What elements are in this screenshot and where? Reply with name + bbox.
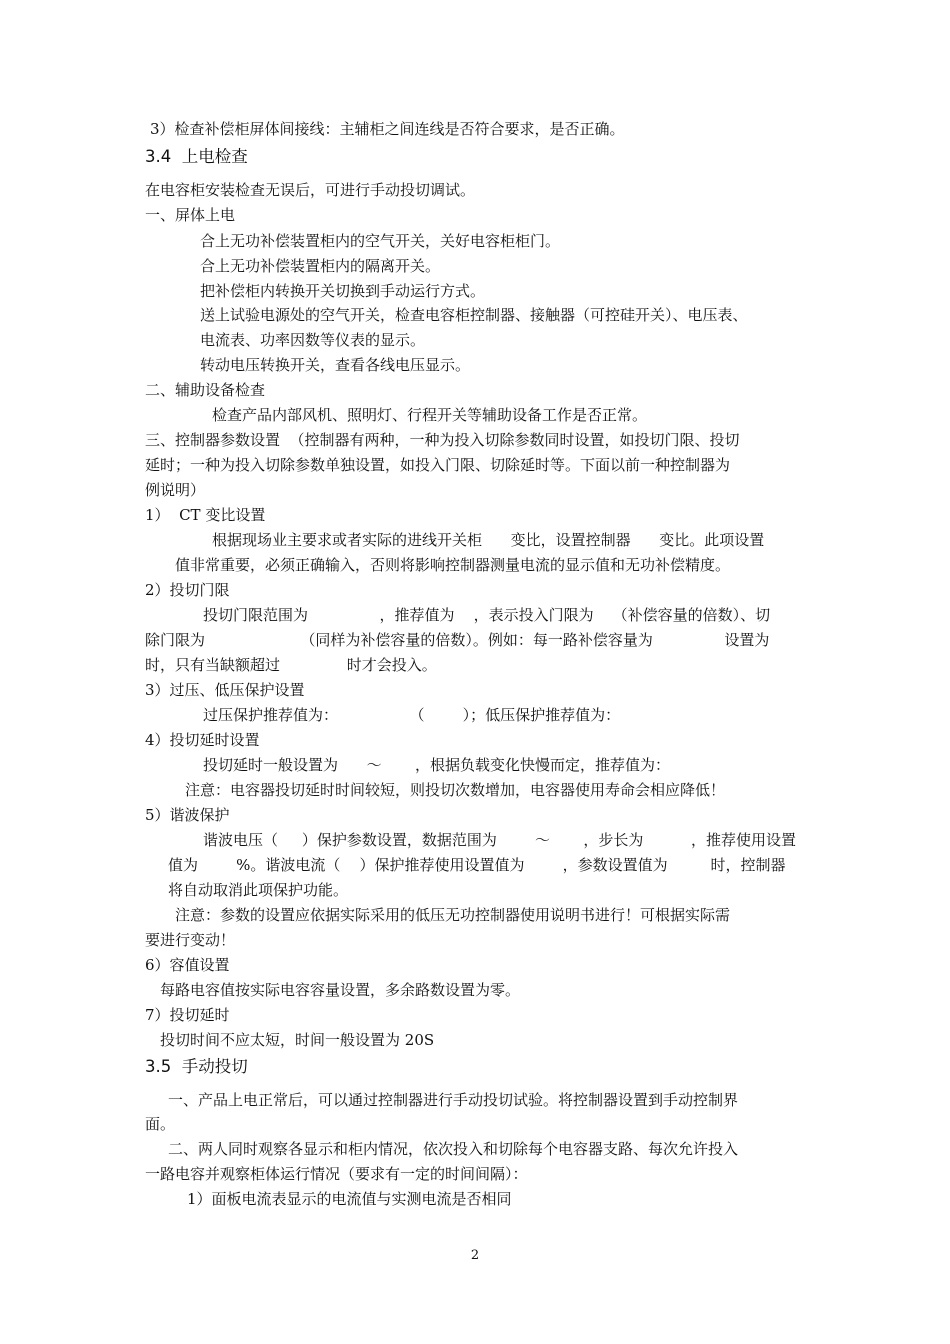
- item4-note: 注意：电容器投切延时时间较短，则投切次数增加，电容器使用寿命会相应降低！: [185, 781, 726, 799]
- item3-title: 3）过压、低压保护设置: [145, 681, 305, 699]
- item5-line: 值为 %。谐波电流（ ）保护推荐使用设置值为 ，参数设置值为 时，控制器: [168, 856, 786, 874]
- item1-title: 1） CT 变比设置: [145, 506, 266, 524]
- part1-line: 转动电压转换开关，查看各线电压显示。: [200, 356, 471, 374]
- section-3-4-lead: 在电容柜安装检查无误后，可进行手动投切调试。: [145, 181, 476, 199]
- item6-line: 每路电容值按实际电容容量设置，多余路数设置为零。: [160, 981, 521, 999]
- part3-line: 例说明）: [145, 481, 206, 499]
- item1-line: 根据现场业主要求或者实际的进线开关柜 变比，设置控制器 变比。此项设置: [212, 531, 765, 549]
- part2-title: 二、辅助设备检查: [145, 381, 266, 399]
- s35-paragraph2: 一路电容并观察柜体运行情况（要求有一定的时间间隔）：: [145, 1165, 528, 1183]
- item5-line: 谐波电压（ ）保护参数设置，数据范围为 ～ ，步长为 ，推荐使用设置: [203, 831, 797, 849]
- item7-line: 投切时间不应太短，时间一般设置为 20S: [160, 1031, 435, 1049]
- item2-line: 除门限为 （同样为补偿容量的倍数）。例如：每一路补偿容量为 设置为: [145, 631, 770, 649]
- s35-paragraph1: 一、产品上电正常后，可以通过控制器进行手动投切试验。将控制器设置到手动控制界: [168, 1091, 739, 1109]
- item5-title: 5）谐波保护: [145, 806, 230, 824]
- item4-line: 投切延时一般设置为 ～ ，根据负载变化快慢而定，推荐值为：: [203, 756, 670, 774]
- item2-title: 2）投切门限: [145, 581, 230, 599]
- item5-line: 将自动取消此项保护功能。: [168, 881, 349, 899]
- s35-paragraph1: 面。: [145, 1115, 176, 1133]
- part1-line: 送上试验电源处的空气开关，检查电容柜控制器、接触器（可控硅开关）、电压表、: [200, 306, 748, 324]
- section-3-5-heading: 3.5 手动投切: [145, 1057, 248, 1076]
- part2-line: 检查产品内部风机、照明灯、行程开关等辅助设备工作是否正常。: [212, 406, 648, 424]
- page-number: 2: [470, 1248, 480, 1263]
- section-3-4-heading: 3.4 上电检查: [145, 147, 248, 166]
- part3-line: 延时；一种为投入切除参数单独设置，如投入门限、切除延时等。下面以前一种控制器为: [145, 456, 731, 474]
- part1-line: 合上无功补偿装置柜内的隔离开关。: [200, 257, 441, 275]
- item1-line: 值非常重要，必须正确输入，否则将影响控制器测量电流的显示值和无功补偿精度。: [175, 556, 731, 574]
- item4-title: 4）投切延时设置: [145, 731, 260, 749]
- part1-title: 一、屏体上电: [145, 206, 236, 224]
- check-item-3: 3）检查补偿柜屏体间接线：主辅柜之间连线是否符合要求，是否正确。: [150, 120, 625, 138]
- part1-line: 合上无功补偿装置柜内的空气开关，关好电容柜柜门。: [200, 232, 561, 250]
- item2-line: 投切门限范围为 ，推荐值为 ，表示投入门限为 （补偿容量的倍数）、切: [203, 606, 771, 624]
- item5-note: 注意：参数的设置应依据实际采用的低压无功控制器使用说明书进行！可根据实际需: [175, 906, 731, 924]
- item6-title: 6）容值设置: [145, 956, 230, 974]
- part3-line: 三、控制器参数设置 （控制器有两种，一种为投入切除参数同时设置，如投切门限、投切: [145, 431, 740, 449]
- part1-line: 电流表、功率因数等仪表的显示。: [200, 331, 426, 349]
- item3-line: 过压保护推荐值为： （ ）；低压保护推荐值为：: [203, 706, 621, 724]
- s35-item1: 1）面板电流表显示的电流值与实测电流是否相同: [187, 1190, 512, 1208]
- part1-line: 把补偿柜内转换开关切换到手动运行方式。: [200, 282, 486, 300]
- item7-title: 7）投切延时: [145, 1006, 230, 1024]
- s35-paragraph2: 二、两人同时观察各显示和柜内情况，依次投入和切除每个电容器支路、每次允许投入: [168, 1140, 739, 1158]
- item2-line: 时，只有当缺额超过 时才会投入。: [145, 656, 437, 674]
- item5-note: 要进行变动！: [145, 931, 236, 949]
